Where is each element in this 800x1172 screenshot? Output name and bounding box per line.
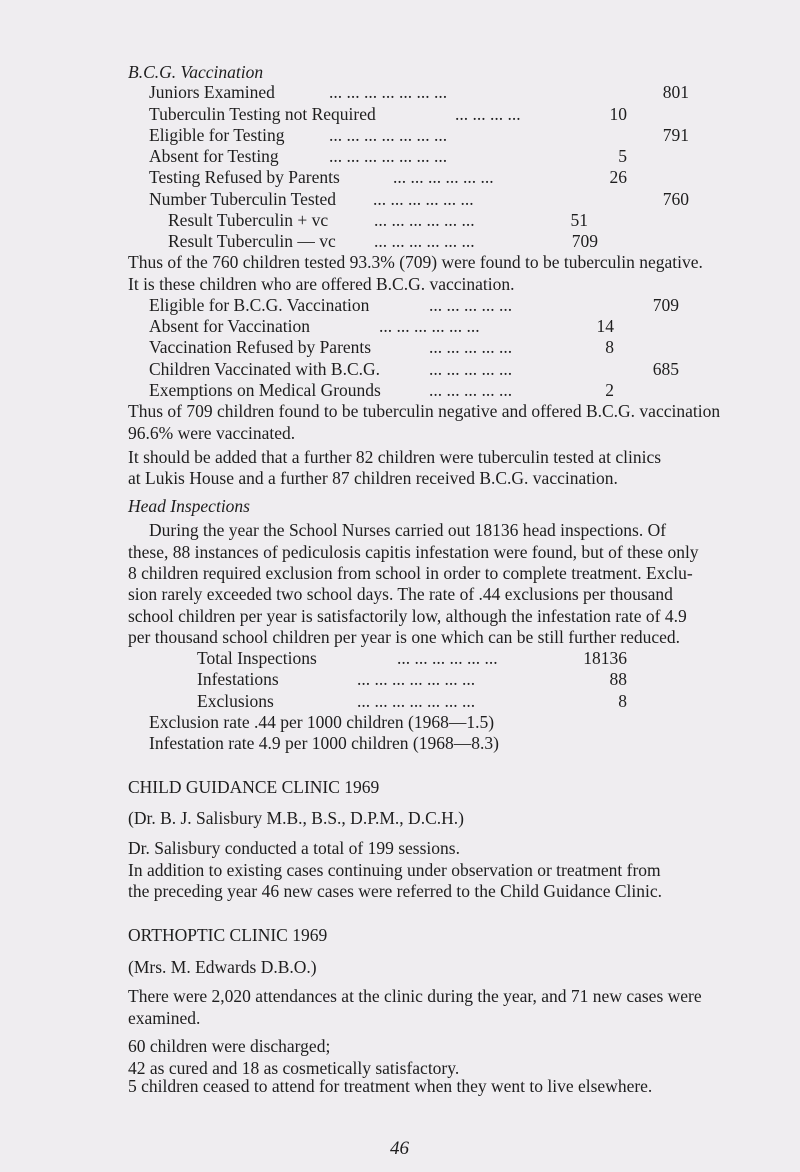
bcg-paragraph-1: Thus of the 760 children tested 93.3% (709) were found to be tuberculin negative. (128, 252, 703, 272)
orthoptic-line: 5 children ceased to attend for treatment when they went to live elsewhere. (128, 1076, 653, 1096)
table-row (149, 188, 689, 210)
row-value: 791 (662, 125, 689, 145)
row-value: 88 (609, 669, 627, 689)
row-value: 26 (609, 167, 627, 187)
row-label: Absent for Testing (149, 146, 279, 166)
leader-dots: ... ... ... ... (455, 104, 521, 124)
head-paragraph-line: school children per year is satisfactorily low, although the infestation rate of 4.9 (128, 606, 687, 626)
child-guidance-line: the preceding year 46 new cases were referred to the Child Guidance Clinic. (128, 881, 663, 901)
bcg-paragraph-3-cont: at Lukis House and a further 87 children received B.C.G. vaccination. (128, 468, 618, 488)
row-label: Eligible for B.C.G. Vaccination (149, 295, 370, 315)
row-value: 10 (609, 104, 627, 124)
row-label: Result Tuberculin — vc (168, 231, 336, 251)
child-guidance-line: Dr. Salisbury conducted a total of 199 sessions. (128, 838, 460, 858)
row-label: Tuberculin Testing not Required (149, 104, 376, 124)
table-row (149, 166, 689, 188)
row-value: 5 (618, 146, 627, 166)
row-value: 8 (605, 337, 614, 357)
row-value: 14 (596, 316, 614, 336)
table-row (197, 668, 637, 690)
row-label: Children Vaccinated with B.C.G. (149, 359, 381, 379)
row-label: Vaccination Refused by Parents (149, 337, 372, 357)
table-row (168, 209, 628, 231)
leader-dots: ... ... ... ... ... ... (379, 316, 480, 336)
leader-dots: ... ... ... ... ... ... (373, 189, 474, 209)
child-guidance-line: In addition to existing cases continuing under observation or treatment from (128, 860, 661, 880)
row-label: Exclusions (197, 691, 274, 711)
leader-dots: ... ... ... ... ... ... (393, 167, 494, 187)
child-guidance-doctor: (Dr. B. J. Salisbury M.B., B.S., D.P.M., D.C.H.) (128, 808, 464, 828)
row-label: Total Inspections (197, 648, 317, 668)
row-label: Infestations (197, 669, 279, 689)
table-row (168, 230, 628, 252)
orthoptic-line: 42 as cured and 18 as cosmetically satisfactory. (128, 1058, 460, 1078)
row-label: Juniors Examined (149, 82, 275, 102)
row-value: 760 (662, 189, 689, 209)
row-label: Exemptions on Medical Grounds (149, 380, 381, 400)
table-row (149, 294, 689, 316)
head-paragraph-line: During the year the School Nurses carried out 18136 head inspections. Of (149, 520, 667, 540)
orthoptic-line: 60 children were discharged; (128, 1036, 331, 1056)
bcg-paragraph-3: It should be added that a further 82 children were tuberculin tested at clinics (128, 447, 662, 467)
table-row (149, 124, 689, 146)
head-paragraph-line: sion rarely exceeded two school days. The rate of .44 exclusions per thousand (128, 584, 673, 604)
row-label: Absent for Vaccination (149, 316, 311, 336)
orthoptic-doctor: (Mrs. M. Edwards D.B.O.) (128, 957, 317, 977)
row-label: Result Tuberculin + vc (168, 210, 329, 230)
row-value: 8 (618, 691, 627, 711)
leader-dots: ... ... ... ... ... ... (374, 210, 475, 230)
bcg-paragraph-2-cont: 96.6% were vaccinated. (128, 423, 296, 443)
row-label: Testing Refused by Parents (149, 167, 340, 187)
head-inspections-heading: Head Inspections (128, 496, 250, 516)
row-value: 2 (605, 380, 614, 400)
leader-dots: ... ... ... ... ... (429, 295, 513, 315)
child-guidance-heading: CHILD GUIDANCE CLINIC 1969 (128, 777, 380, 797)
row-value: 709 (652, 295, 679, 315)
table-row (149, 103, 689, 125)
table-row (149, 358, 689, 380)
row-label: Number Tuberculin Tested (149, 189, 337, 209)
leader-dots: ... ... ... ... ... (429, 359, 513, 379)
bcg-paragraph-2: Thus of 709 children found to be tuberculin negative and offered B.C.G. vaccination (128, 401, 721, 421)
table-row (149, 336, 689, 358)
row-label: Eligible for Testing (149, 125, 285, 145)
row-value: 685 (652, 359, 679, 379)
leader-dots: ... ... ... ... ... (429, 337, 513, 357)
table-row (149, 145, 689, 167)
orthoptic-heading: ORTHOPTIC CLINIC 1969 (128, 925, 328, 945)
row-value: 709 (571, 231, 598, 251)
exclusion-rate: Exclusion rate .44 per 1000 children (1968—1.5) (149, 712, 495, 732)
table-row (149, 379, 689, 401)
page-number: 46 (390, 1138, 409, 1159)
leader-dots: ... ... ... ... ... ... ... (329, 146, 448, 166)
leader-dots: ... ... ... ... ... ... (397, 648, 498, 668)
leader-dots: ... ... ... ... ... ... ... (357, 669, 476, 689)
leader-dots: ... ... ... ... ... ... (374, 231, 475, 251)
bcg-paragraph-1-cont: It is these children who are offered B.C.G. vaccination. (128, 274, 515, 294)
bcg-heading: B.C.G. Vaccination (128, 62, 264, 82)
table-row (197, 647, 637, 669)
table-row (197, 690, 637, 712)
head-paragraph-line: these, 88 instances of pediculosis capitis infestation were found, but of these only (128, 542, 699, 562)
row-value: 51 (570, 210, 588, 230)
infestation-rate: Infestation rate 4.9 per 1000 children (1968—8.3) (149, 733, 499, 753)
head-paragraph-line: 8 children required exclusion from school in order to complete treatment. Exclu- (128, 563, 693, 583)
table-row (149, 81, 689, 103)
orthoptic-line: There were 2,020 attendances at the clinic during the year, and 71 new cases were (128, 986, 702, 1006)
row-value: 801 (662, 82, 689, 102)
orthoptic-line: examined. (128, 1008, 201, 1028)
row-value: 18136 (583, 648, 627, 668)
leader-dots: ... ... ... ... ... ... ... (357, 691, 476, 711)
leader-dots: ... ... ... ... ... ... ... (329, 125, 448, 145)
head-paragraph-line: per thousand school children per year is one which can be still further reduced. (128, 627, 681, 647)
leader-dots: ... ... ... ... ... (429, 380, 513, 400)
leader-dots: ... ... ... ... ... ... ... (329, 82, 448, 102)
table-row (149, 315, 689, 337)
